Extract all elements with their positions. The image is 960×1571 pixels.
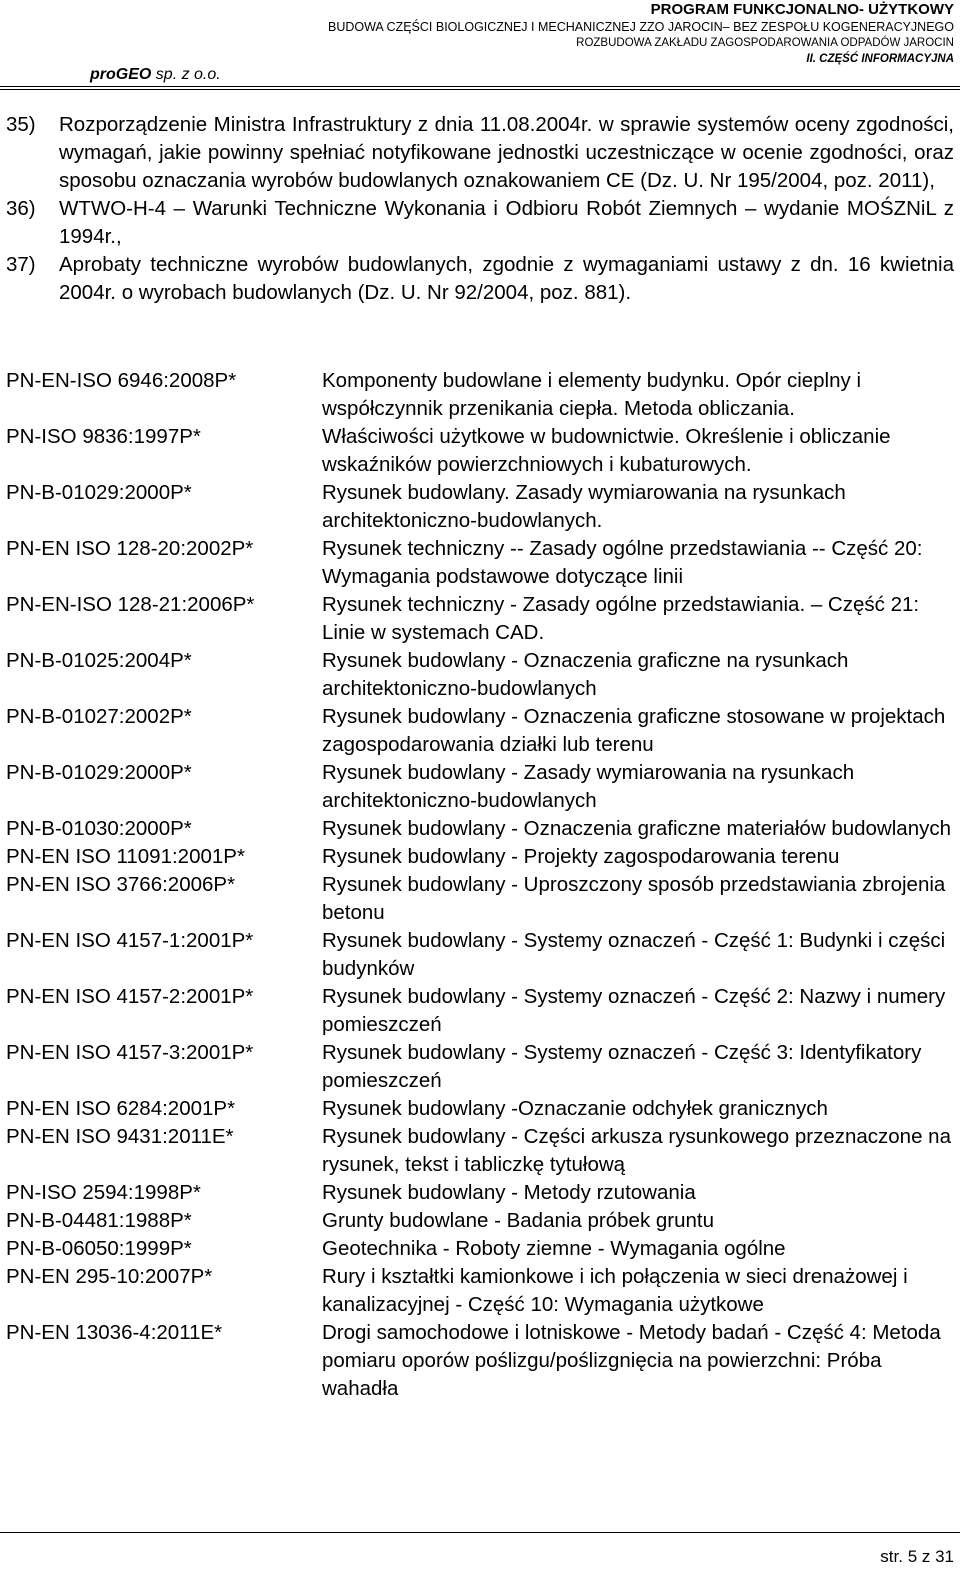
page-header bbox=[0, 0, 960, 90]
standard-row bbox=[6, 423, 956, 479]
standard-description: Geotechnika - Roboty ziemne - Wymagania ogólne bbox=[322, 1237, 786, 1260]
standard-code: PN-EN-ISO 128-21:2006P* bbox=[6, 593, 255, 616]
standard-code: PN-B-01029:2000P* bbox=[6, 761, 192, 784]
standard-code: PN-B-04481:1988P* bbox=[6, 1209, 192, 1232]
header-divider-secondary bbox=[0, 89, 960, 90]
company-name-rest: sp. z o.o. bbox=[151, 66, 221, 83]
standard-code: PN-EN ISO 6284:2001P* bbox=[6, 1097, 236, 1120]
standard-row bbox=[6, 1179, 956, 1207]
list-item-number: 35) bbox=[6, 113, 36, 136]
header-divider bbox=[0, 86, 960, 87]
standard-code: PN-EN ISO 3766:2006P* bbox=[6, 873, 236, 896]
header-title: PROGRAM FUNKCJONALNO- UŻYTKOWY bbox=[650, 1, 954, 18]
header-part: II. CZĘŚĆ INFORMACYJNA bbox=[806, 53, 954, 65]
header-subtitle-1: BUDOWA CZĘŚCI BIOLOGICZNEJ I MECHANICZNEJ ZZO JAROCIN– BEZ ZESPOŁU KOGENERACYJNEGO bbox=[327, 20, 954, 34]
standard-row bbox=[6, 591, 956, 647]
standard-row bbox=[6, 479, 956, 535]
standard-row bbox=[6, 1319, 956, 1403]
standard-row bbox=[6, 815, 956, 843]
standard-row bbox=[6, 843, 956, 871]
footer-divider bbox=[0, 1532, 960, 1533]
standard-description: Rysunek budowlany. Zasady wymiarowania na rysunkach architektoniczno-budowlanych. bbox=[322, 481, 846, 532]
standard-code: PN-EN ISO 4157-3:2001P* bbox=[6, 1041, 254, 1064]
standard-code: PN-EN ISO 4157-2:2001P* bbox=[6, 985, 254, 1008]
standard-description: Rysunek budowlany - Metody rzutowania bbox=[322, 1181, 696, 1204]
standard-description: Rysunek budowlany - Systemy oznaczeń - Część 2: Nazwy i numery pomieszczeń bbox=[322, 985, 946, 1036]
standard-description: Rysunek budowlany - Oznaczenia graficzne materiałów budowlanych bbox=[322, 817, 951, 840]
standard-row bbox=[6, 1039, 956, 1095]
company-name-bold: proGEO bbox=[90, 66, 152, 83]
standard-code: PN-EN ISO 11091:2001P* bbox=[6, 845, 245, 868]
standard-description: Rysunek techniczny -- Zasady ogólne przedstawiania -- Część 20: Wymagania podstawowe dotyczące linii bbox=[322, 537, 923, 588]
reference-list bbox=[6, 111, 954, 307]
standard-code: PN-B-01030:2000P* bbox=[6, 817, 192, 840]
standard-code: PN-EN-ISO 6946:2008P* bbox=[6, 369, 237, 392]
standard-code: PN-ISO 9836:1997P* bbox=[6, 425, 201, 448]
page-number: str. 5 z 31 bbox=[880, 1547, 954, 1566]
standard-code: PN-ISO 2594:1998P* bbox=[6, 1181, 201, 1204]
standard-description: Grunty budowlane - Badania próbek gruntu bbox=[322, 1209, 715, 1232]
standard-description: Rysunek techniczny - Zasady ogólne przedstawiania. – Część 21: Linie w systemach CAD. bbox=[322, 593, 920, 644]
standard-row bbox=[6, 927, 956, 983]
standard-row bbox=[6, 1235, 956, 1263]
standard-description: Rysunek budowlany - Oznaczenia graficzne stosowane w projektach zagospodarowania działki lub terenu bbox=[322, 705, 946, 756]
list-item-number: 36) bbox=[6, 197, 36, 220]
list-item bbox=[6, 195, 954, 251]
standard-code: PN-B-01025:2004P* bbox=[6, 649, 192, 672]
standards-list bbox=[6, 367, 956, 1403]
list-item bbox=[6, 111, 954, 195]
header-subtitle-2: ROZBUDOWA ZAKŁADU ZAGOSPODAROWANIA ODPADÓW JAROCIN bbox=[576, 37, 954, 49]
standard-code: PN-EN 13036-4:2011E* bbox=[6, 1321, 223, 1344]
standard-description: Rury i kształtki kamionkowe i ich połączenia w sieci drenażowej i kanalizacyjnej - Część 10: Wymagania użytkowe bbox=[322, 1265, 908, 1316]
standard-code: PN-B-01029:2000P* bbox=[6, 481, 192, 504]
standard-row bbox=[6, 983, 956, 1039]
standard-row bbox=[6, 1207, 956, 1235]
company-name bbox=[90, 66, 221, 84]
standard-code: PN-EN ISO 4157-1:2001P* bbox=[6, 929, 254, 952]
standard-row bbox=[6, 535, 956, 591]
standard-description: Rysunek budowlany - Uproszczony sposób przedstawiania zbrojenia betonu bbox=[322, 873, 946, 924]
standard-row bbox=[6, 703, 956, 759]
list-item-text: Aprobaty techniczne wyrobów budowlanych, zgodnie z wymaganiami ustawy z dn. 16 kwietnia 2004r. o wyrobach budowlanych (Dz. U. Nr 92/2004, poz. 881). bbox=[59, 253, 954, 304]
standard-code: PN-B-06050:1999P* bbox=[6, 1237, 192, 1260]
standard-row bbox=[6, 1263, 956, 1319]
standard-row bbox=[6, 1123, 956, 1179]
list-item-number: 37) bbox=[6, 253, 36, 276]
standard-description: Rysunek budowlany - Zasady wymiarowania na rysunkach architektoniczno-budowlanych bbox=[322, 761, 855, 812]
standard-code: PN-EN 295-10:2007P* bbox=[6, 1265, 213, 1288]
standard-code: PN-B-01027:2002P* bbox=[6, 705, 192, 728]
standard-row bbox=[6, 647, 956, 703]
standard-description: Komponenty budowlane i elementy budynku. Opór cieplny i współczynnik przenikania ciepła. Metoda obliczania. bbox=[322, 369, 862, 420]
list-item bbox=[6, 251, 954, 307]
standard-description: Rysunek budowlany -Oznaczanie odchyłek granicznych bbox=[322, 1097, 828, 1120]
standard-description: Drogi samochodowe i lotniskowe - Metody badań - Część 4: Metoda pomiaru oporów poślizgu/poślizgnięcia na powierzchni: Próba wahadła bbox=[322, 1321, 941, 1400]
list-item-text: Rozporządzenie Ministra Infrastruktury z dnia 11.08.2004r. w sprawie systemów oceny zgodności, wymagań, jakie powinny spełniać notyfikowane jednostki uczestniczące w ocenie zgodności, oraz sposobu oznaczania wyrobów budowlanych oznakowaniem CE (Dz. U. Nr 195/2004, poz. 2011), bbox=[59, 113, 954, 192]
standard-description: Rysunek budowlany - Części arkusza rysunkowego przeznaczone na rysunek, tekst i tabliczkę tytułową bbox=[322, 1125, 951, 1176]
list-item-text: WTWO-H-4 – Warunki Techniczne Wykonania i Odbioru Robót Ziemnych – wydanie MOŚZNiL z 1994r., bbox=[59, 197, 954, 248]
standard-code: PN-EN ISO 128-20:2002P* bbox=[6, 537, 254, 560]
standard-row bbox=[6, 1095, 956, 1123]
standard-row bbox=[6, 759, 956, 815]
standard-code: PN-EN ISO 9431:2011E* bbox=[6, 1125, 234, 1148]
standard-description: Rysunek budowlany - Oznaczenia graficzne na rysunkach architektoniczno-budowlanych bbox=[322, 649, 849, 700]
standard-row bbox=[6, 871, 956, 927]
standard-row bbox=[6, 367, 956, 423]
standard-description: Rysunek budowlany - Systemy oznaczeń - Część 3: Identyfikatory pomieszczeń bbox=[322, 1041, 922, 1092]
standard-description: Rysunek budowlany - Systemy oznaczeń - Część 1: Budynki i części budynków bbox=[322, 929, 946, 980]
standard-description: Rysunek budowlany - Projekty zagospodarowania terenu bbox=[322, 845, 840, 868]
standard-description: Właściwości użytkowe w budownictwie. Określenie i obliczanie wskaźników powierzchniowych i kubaturowych. bbox=[322, 425, 891, 476]
